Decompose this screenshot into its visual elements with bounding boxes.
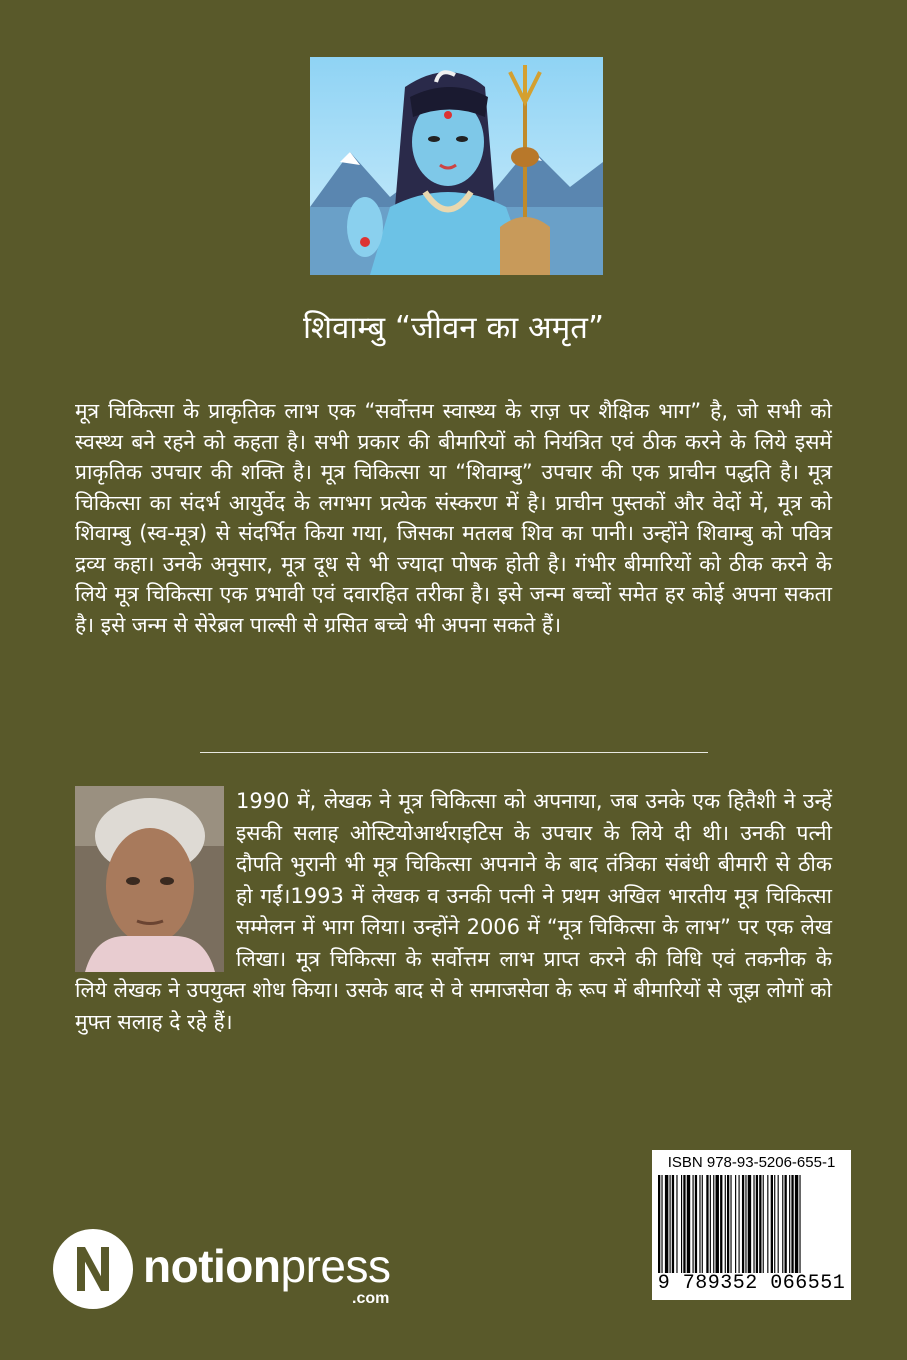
barcode-digits: 9 789352 066551 xyxy=(657,1272,846,1295)
barcode-bar xyxy=(763,1175,764,1273)
barcode-bar xyxy=(782,1175,783,1273)
barcode-bar xyxy=(725,1175,726,1273)
barcode-bar xyxy=(748,1175,751,1273)
barcode-bar xyxy=(735,1175,736,1273)
book-description: मूत्र चिकित्सा के प्राकृतिक लाभ एक “सर्वोत्तम स्वास्थ्य के राज़ पर शैक्षिक भाग” है, जो सभी को स्वस्थ्य बने रहने को कहता है। सभी प्रकार की बीमारियों को नियंत्रित एवं ठीक करने के लिये इसमें प्राकृतिक उपचार की शक्ति है। मूत्र चिकित्सा या “शिवाम्बु” उपचार की एक प्राचीन पद्धति है। मूत्र चिकित्सा का संदर्भ आयुर्वेद के लगभग प्रत्येक संस्करण में है। प्राचीन पुस्तकों और वेदों में, मूत्र को शिवाम्बु (स्व-मूत्र) से संदर्भित किया गया, जिसका मतलब शिव का पानी। उन्होंने शिवाम्बु को पवित्र द्रव्य कहा। उनके अनुसार, मूत्र दूध से भी ज्यादा पोषक होती है। गंभीर बीमारियों को ठीक करने के लिये मूत्र चिकित्सा एक प्रभावी एवं दवारहित तरीका है। इसे जन्म बच्चों समेत हर कोई अपना सकता है। इसे जन्म से सेरेब्रल पाल्सी से ग्रसित बच्चे भी अपना सकते हैं। xyxy=(75,399,832,637)
barcode-bar xyxy=(759,1175,761,1273)
barcode-bar xyxy=(753,1175,754,1273)
barcode-bar xyxy=(789,1175,790,1273)
barcode-bars xyxy=(658,1175,845,1273)
barcode-bar xyxy=(661,1175,662,1273)
barcode-bar xyxy=(742,1175,744,1273)
barcode-bar xyxy=(745,1175,746,1273)
barcode-bar xyxy=(713,1175,714,1273)
barcode-bar xyxy=(771,1175,773,1273)
barcode-bar xyxy=(676,1175,677,1273)
barcode-bar xyxy=(687,1175,690,1273)
barcode-bar xyxy=(778,1175,779,1273)
author-photo xyxy=(75,786,224,972)
barcode-bar xyxy=(730,1175,731,1273)
barcode-bar xyxy=(791,1175,793,1273)
barcode-bar xyxy=(785,1175,787,1273)
isbn-label: ISBN 978-93-5206-655-1 xyxy=(667,1154,836,1171)
publisher-name-bold: notion xyxy=(143,1240,281,1292)
barcode-bar xyxy=(681,1175,682,1273)
barcode-bar xyxy=(683,1175,685,1273)
notionpress-icon xyxy=(53,1229,133,1309)
barcode-bar xyxy=(658,1175,660,1273)
barcode-bar xyxy=(699,1175,700,1273)
barcode-bar xyxy=(672,1175,674,1273)
barcode-bar xyxy=(799,1175,800,1273)
barcode-bar xyxy=(774,1175,775,1273)
barcode-bar xyxy=(693,1175,694,1273)
barcode-bar xyxy=(670,1175,671,1273)
barcode-bar xyxy=(702,1175,703,1273)
publisher-logo xyxy=(53,1229,413,1309)
barcode-bar xyxy=(767,1175,768,1273)
book-title: शिवाम्बु “जीवन का अमृत” xyxy=(302,310,605,346)
isbn-barcode xyxy=(652,1150,851,1300)
barcode-bar xyxy=(695,1175,697,1273)
divider xyxy=(200,752,708,753)
barcode-bar xyxy=(756,1175,758,1273)
barcode-bar xyxy=(739,1175,740,1273)
barcode-bar xyxy=(710,1175,711,1273)
barcode-bar xyxy=(727,1175,729,1273)
barcode-bar xyxy=(716,1175,719,1273)
publisher-name-light: press xyxy=(280,1240,391,1292)
barcode-bar xyxy=(665,1175,668,1273)
author-bio: 1990 में, लेखक ने मूत्र चिकित्सा को अपनाया, जब उनके एक हितैशी ने उन्हें इसकी सलाह ओस्टियोआर्थराइटिस के उपचार के लिये दी थी। उनकी पत्नी दौपति भुरानी भी मूत्र चिकित्सा अपनाने के बाद तंत्रिका संबंधी बीमारी से ठीक हो गईं।1993 में लेखक व उनकी पत्नी ने प्रथम अखिल भारतीय मूत्र चिकित्सा सम्मेलन में भाग लिया। उन्होंने 2006 में “मूत्र चिकित्सा के लाभ” पर एक लेख लिखा। मूत्र चिकित्सा के सर्वोत्तम लाभ प्राप्त करने की विधि एवं तकनीक के लिये लेखक ने उपयुक्त शोध किया। उसके बाद से वे समाजसेवा के रूप में बीमारियों से जूझ लोगों को मुफ्त सलाह दे रहे हैं। xyxy=(75,789,832,1034)
barcode-bar xyxy=(795,1175,798,1273)
publisher-domain: .com xyxy=(352,1290,390,1307)
barcode-bar xyxy=(706,1175,708,1273)
shiva-illustration xyxy=(310,57,603,275)
publisher-name xyxy=(143,1238,390,1294)
barcode-bar xyxy=(720,1175,722,1273)
